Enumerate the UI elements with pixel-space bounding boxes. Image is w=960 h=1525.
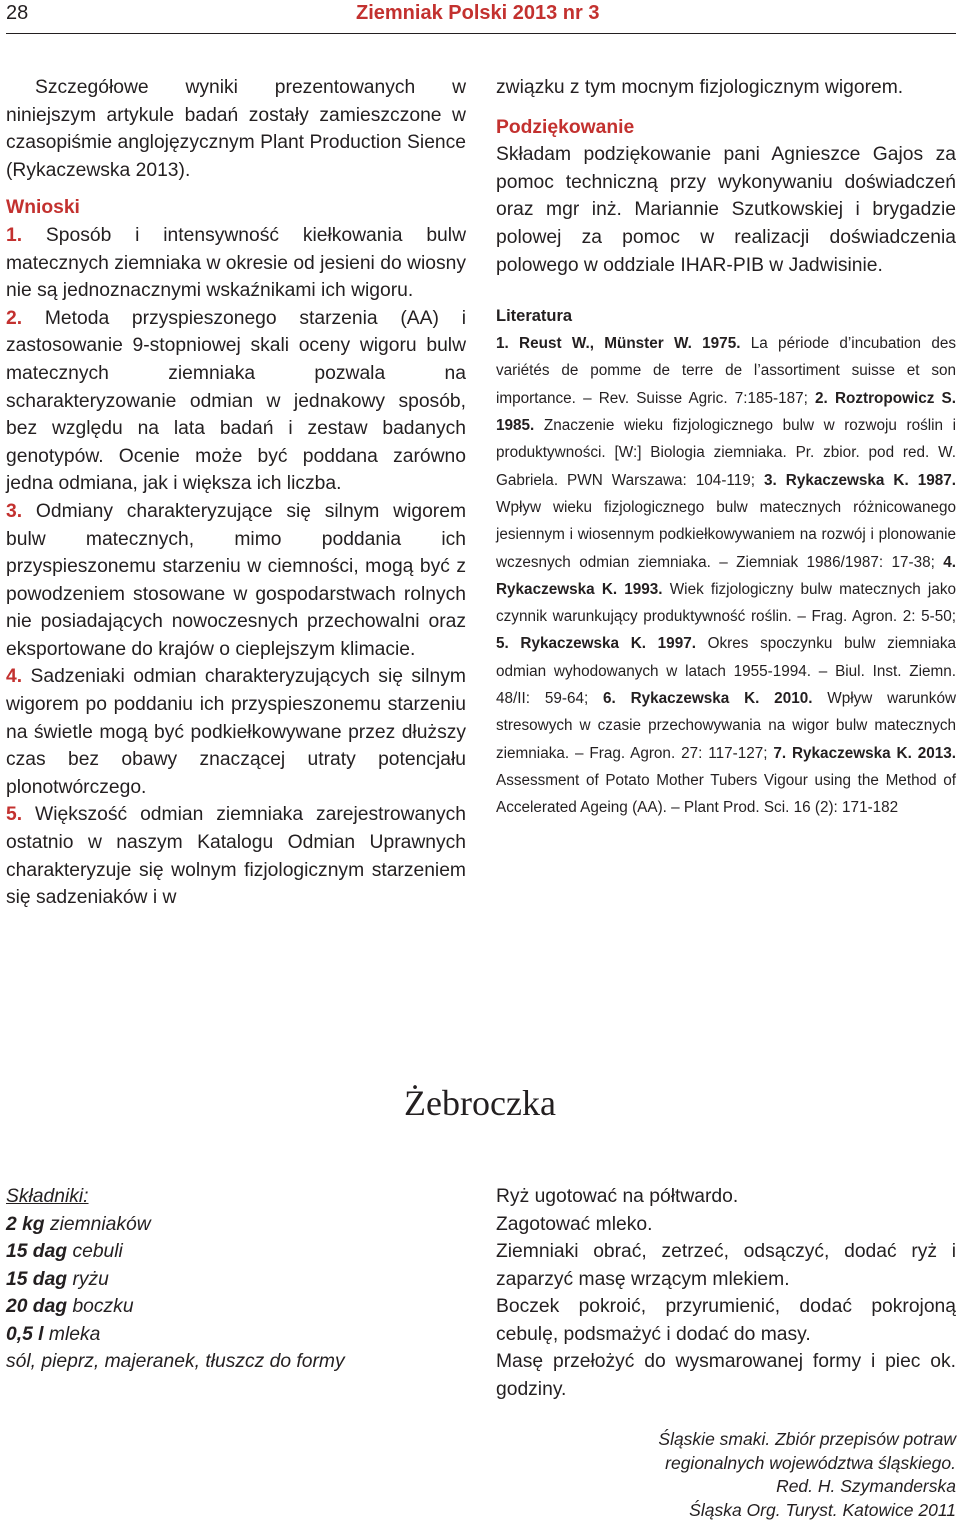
ingredients-heading: Składniki: xyxy=(6,1186,89,1207)
reference-text: Assessment of Potato Mother Tubers Vigour using the Method of Accelerated Ageing (AA). – Plant Prod. Sci. 16 (2): 171-182 xyxy=(496,771,956,817)
conclusion-text: Sadzeniaki odmian charakteryzujących się silnym wigorem po poddaniu ich przyspieszonemu starzeniu na świetle mogą być podkiełkowywane przez dłuższy czas bez obawy znaczącej utraty potencjału plonotwórczego. xyxy=(6,666,466,798)
conclusion-number: 2. xyxy=(6,307,23,329)
page-number: 28 xyxy=(6,2,29,24)
recipe-step: Ziemniaki obrać, zetrzeć, odsączyć, dodać ryż i zaparzyć masę wrzącym mlekiem. xyxy=(496,1241,956,1290)
ingredient-name: mleka xyxy=(43,1323,101,1345)
conclusion-number: 4. xyxy=(6,666,23,688)
ingredient-name: sól, pieprz, majeranek, tłuszcz do formy xyxy=(6,1351,345,1372)
source-line: regionalnych województwa śląskiego. xyxy=(665,1452,956,1473)
ingredient-name: boczku xyxy=(67,1296,134,1317)
acknowledgement-heading: Podziękowanie xyxy=(496,116,635,138)
reference-text: Wpływ warunków stresowych w czasie przechowywania na wigor bulw matecznych ziemniaka. – Frag. Agron. 27: 117-127; xyxy=(496,690,957,762)
reference-author: 3. Rykaczewska K. 1987. xyxy=(764,471,956,489)
conclusion-number: 3. xyxy=(6,500,23,522)
ingredient-amount: 0,5 l xyxy=(6,1323,44,1345)
recipe-step: Boczek pokroić, przyrumienić, dodać pokrojoną cebulę, podsmażyć i dodać do masy. xyxy=(496,1296,956,1345)
intro-paragraph: Szczegółowe wyniki prezentowanych w niniejszym artykule badań zostały zamieszczone w czasopiśmie anglojęzycznym Plant Production Sience (Rykaczewska 2013). xyxy=(6,77,466,181)
recipe-title: Żebroczka xyxy=(404,1083,556,1123)
reference-list xyxy=(496,330,956,821)
journal-title: Ziemniak Polski 2013 nr 3 xyxy=(356,2,600,24)
recipe-steps xyxy=(496,1183,956,1403)
ingredient-item xyxy=(6,1266,466,1294)
ingredient-amount: 15 dag xyxy=(6,1241,68,1262)
ingredients-list xyxy=(6,1183,466,1376)
reference-text: Wiek fizjologiczny bulw matecznych jako czynnik warunkujący produktywność roślin. – Frag. Agron. 2: 5-50; xyxy=(496,580,956,626)
ingredient-item xyxy=(6,1293,466,1321)
recipe-step: Zagotować mleko. xyxy=(496,1213,653,1235)
reference-text: Wpływ wieku fizjologicznego bulw matecznych różnicowanego jesiennym i wiosennym podkiełkowywaniem na rozwój i plonowanie wczesnych odmian ziemniaka. – Ziemniak 1986/1987: 17-38; xyxy=(496,498,956,571)
acknowledgement-text: Składam podziękowanie pani Agnieszce Gajos za pomoc techniczną przy wykonywaniu doświadczeń oraz mgr inż. Mariannie Szutkowskiej i brygadzie polowej za pomoc w realizacji doświadczenia polowego w oddziale IHAR-PIB w Jadwisinie. xyxy=(496,144,956,276)
reference-author: 4. Rykaczewska K. 1993. xyxy=(496,553,956,598)
ingredient-name: cebuli xyxy=(67,1241,123,1262)
ingredient-item xyxy=(6,1321,466,1349)
source-line: Śląskie smaki. Zbiór przepisów potraw xyxy=(658,1429,956,1449)
reference-author: 6. Rykaczewska K. 2010. xyxy=(603,690,813,708)
conclusion-item xyxy=(6,663,466,801)
right-column xyxy=(496,74,956,822)
conclusion-item xyxy=(6,498,466,664)
literature-heading: Literatura xyxy=(496,307,573,326)
conclusion-text: Metoda przyspieszonego starzenia (AA) i zastosowanie 9-stopniowej skali oceny wigoru bulw matecznych ziemniaka pozwala na scharakteryzowanie odmian w jednakowy sposób, bez względu na lata badań i zestaw badanych genotypów. Ocenie może być poddana zarówno jedna odmiana, jak i większa ich liczba. xyxy=(6,307,466,495)
ingredient-name: ryżu xyxy=(67,1268,109,1290)
reference-text: Okres spoczynku bulw ziemniaka odmian wyhodowanych w latach 1955-1994. – Biul. Inst. Ziemn. 48/II: 59-64; xyxy=(496,635,956,708)
continuation-text: związku z tym mocnym fizjologicznym wigorem. xyxy=(496,77,904,98)
ingredient-amount: 2 kg xyxy=(6,1213,45,1235)
conclusions-heading: Wnioski xyxy=(6,197,80,219)
reference-text: Znaczenie wieku fizjologicznego bulw w rozwoju roślin i produktywności. [W:] Biologia ziemniaka. Pr. zbior. pod red. W. Gabriela. PWN Warszawa: 104-119; xyxy=(496,417,956,489)
conclusion-text: Odmiany charakteryzujące się silnym wigorem bulw matecznych, mimo poddania ich przyspieszonemu starzeniu w ciemności, mogą być z powodzeniem stosowane w gospodarstwach rolnych nie posiadających nowoczesnych przechowalni oraz eksportowane do krajów o cieplejszym klimacie. xyxy=(6,500,466,660)
recipe-source xyxy=(496,1428,956,1522)
page-header xyxy=(6,0,956,34)
recipe-step: Masę przełożyć do wysmarowanej formy i piec ok. godziny. xyxy=(496,1351,956,1400)
reference-author: 2. Roztropowicz S. 1985. xyxy=(496,389,957,435)
conclusion-item xyxy=(6,222,466,305)
ingredient-item xyxy=(6,1238,466,1266)
ingredient-item xyxy=(6,1348,466,1376)
source-line: Red. H. Szymanderska xyxy=(776,1476,956,1497)
reference-author: 1. Reust W., Münster W. 1975. xyxy=(496,335,741,353)
conclusion-number: 5. xyxy=(6,804,23,826)
conclusion-number: 1. xyxy=(6,224,23,246)
source-line: Śląska Org. Turyst. Katowice 2011 xyxy=(689,1499,956,1520)
ingredient-item xyxy=(6,1211,466,1239)
reference-author: 5. Rykaczewska K. 1997. xyxy=(496,635,696,653)
ingredient-amount: 15 dag xyxy=(6,1268,68,1290)
conclusion-text: Sposób i intensywność kiełkowania bulw matecznych ziemniaka w okresie od jesieni do wiosny nie są jednoznacznymi wskaźnikami ich wigoru. xyxy=(6,224,466,302)
recipe-step: Ryż ugotować na półtwardo. xyxy=(496,1186,739,1207)
reference-author: 7. Rykaczewska K. 2013. xyxy=(773,744,956,762)
conclusion-item xyxy=(6,305,466,498)
left-column xyxy=(6,74,466,912)
ingredient-amount: 20 dag xyxy=(6,1296,68,1317)
conclusion-item xyxy=(6,801,466,911)
conclusion-text: Większość odmian ziemniaka zarejestrowanych ostatnio w naszym Katalogu Odmian Uprawnych charakteryzuje się wolnym fizjologicznym starzeniem się sadzeniaków i w xyxy=(6,804,466,909)
reference-text: La période d’incubation des variétés de pomme de terre de l’assortiment suisse et son importance. – Rev. Suisse Agric. 7:185-187; xyxy=(496,335,956,407)
ingredient-name: ziemniaków xyxy=(44,1213,151,1235)
